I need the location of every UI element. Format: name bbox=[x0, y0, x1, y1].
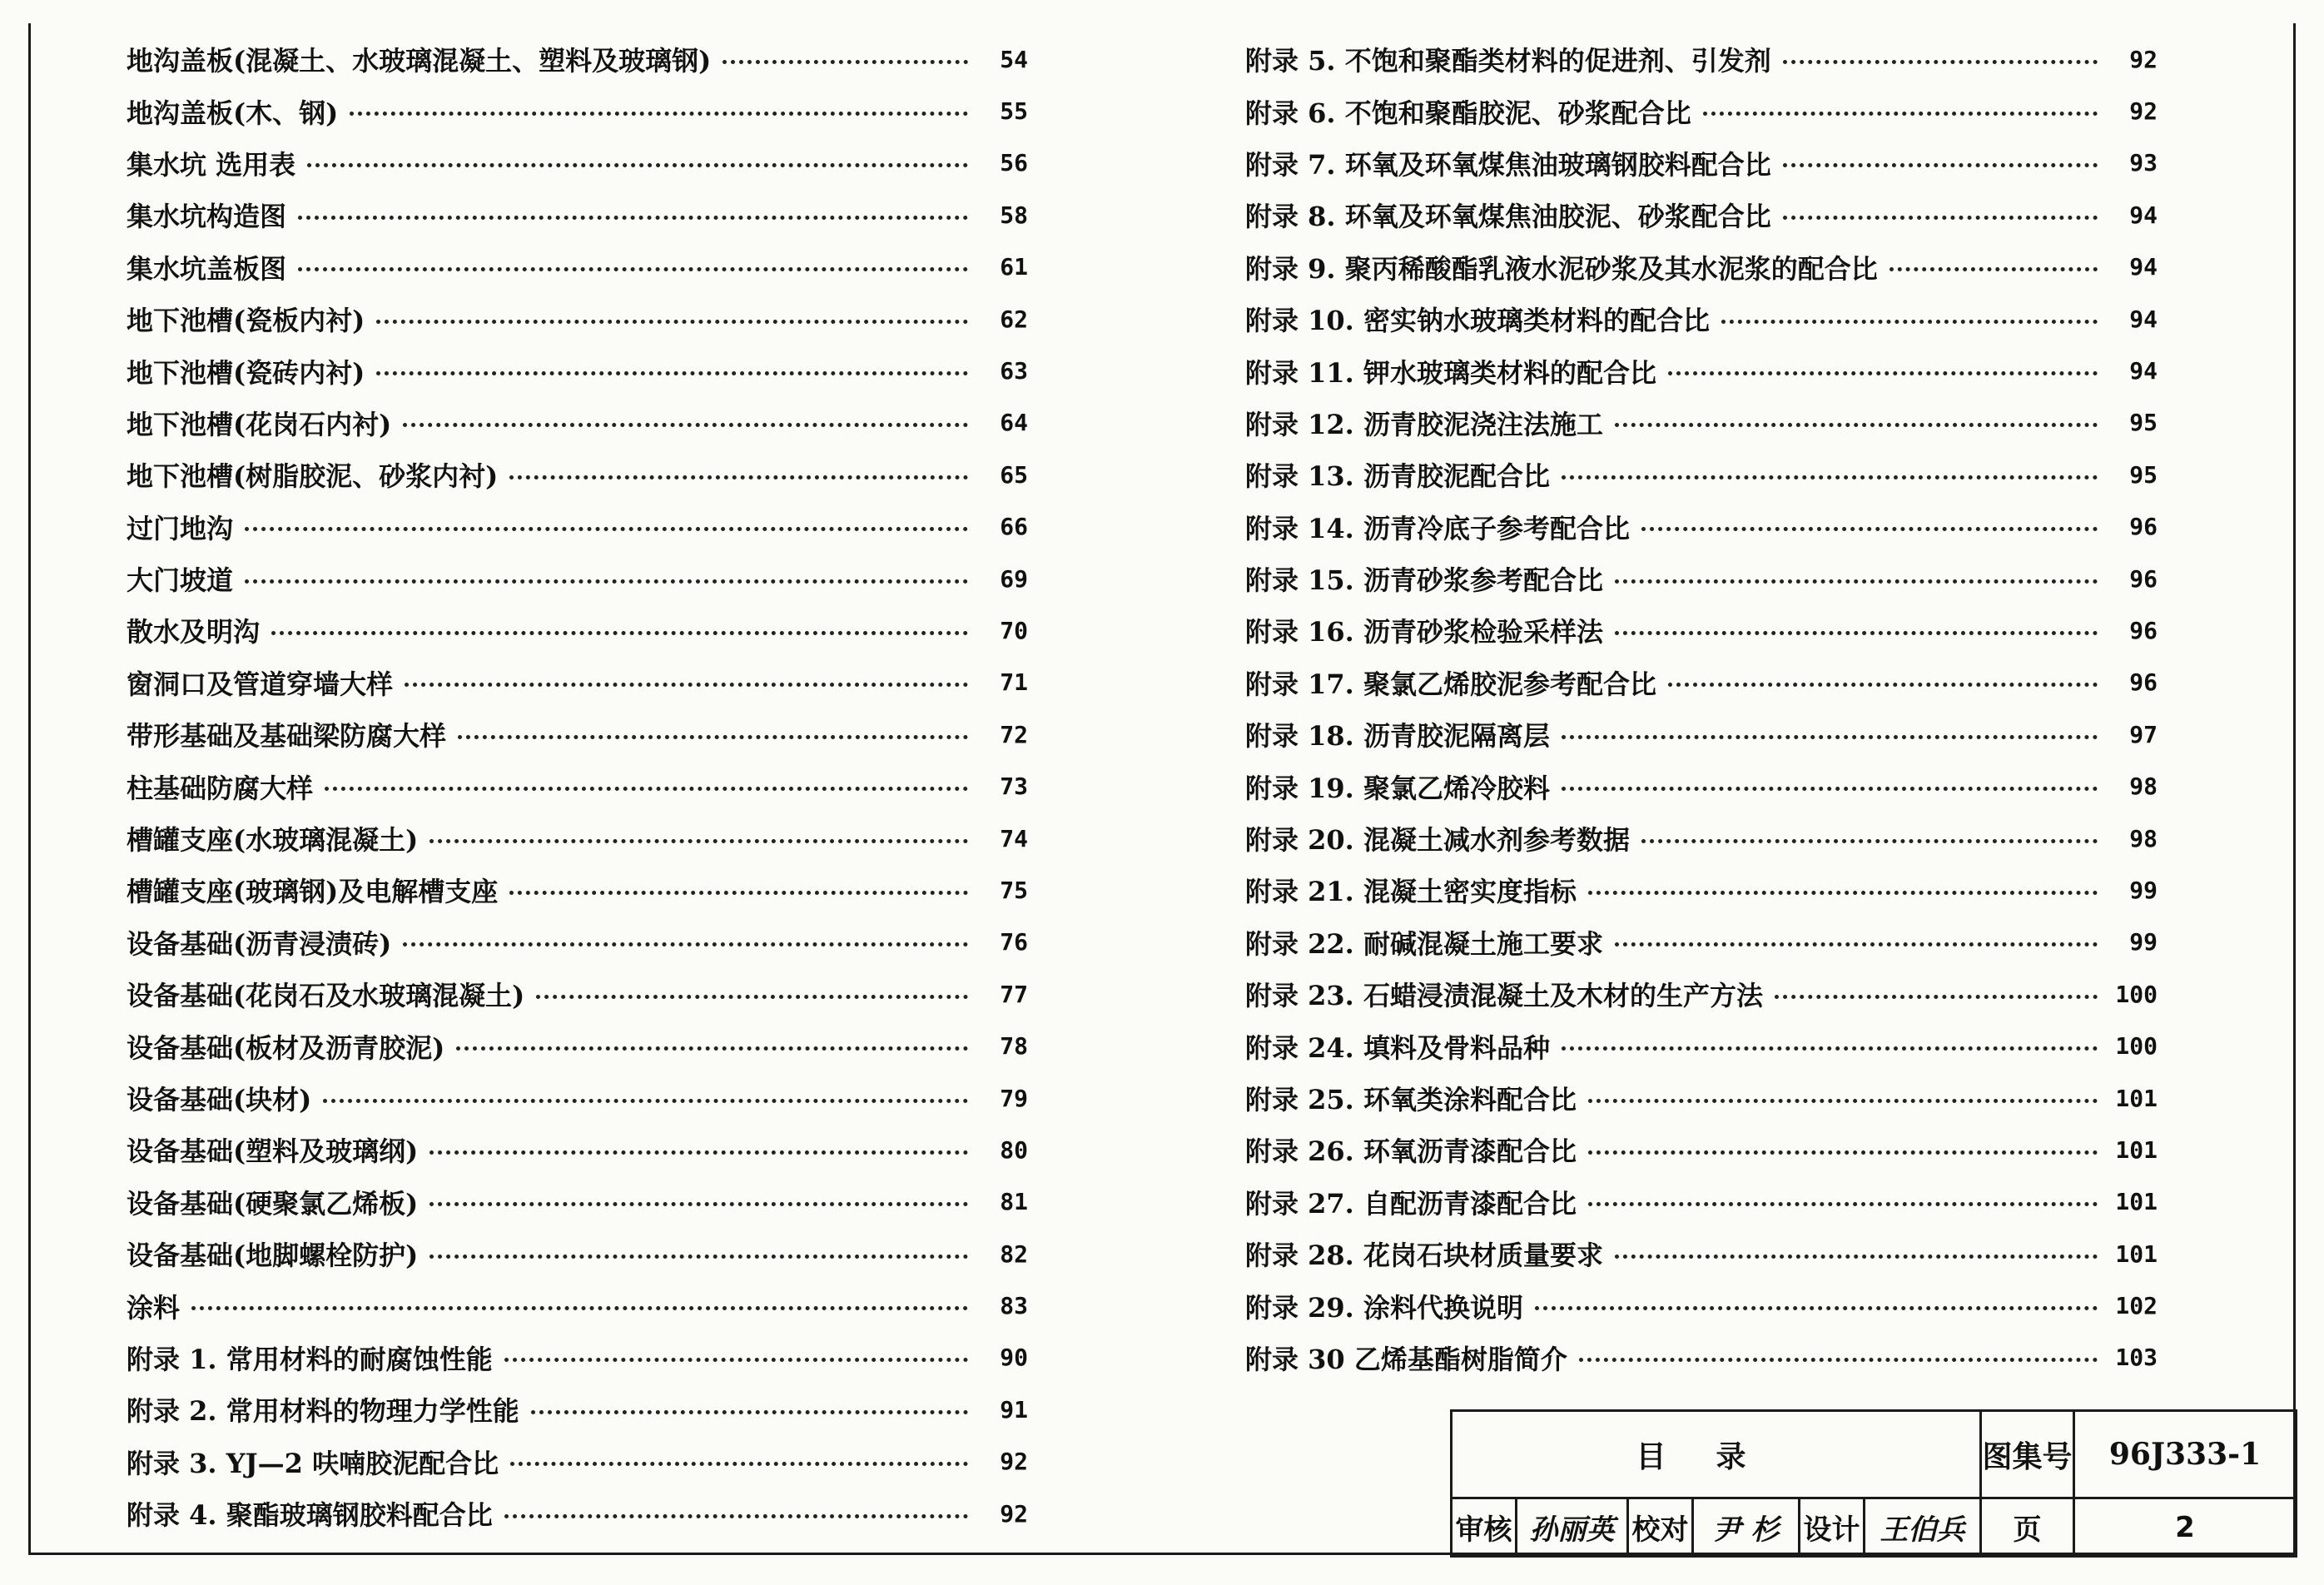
dot-leader bbox=[1641, 839, 2098, 843]
toc-entry[interactable] bbox=[127, 1436, 1028, 1488]
toc-entry-page: 83 bbox=[1000, 1292, 1028, 1320]
toc-entry-page: 63 bbox=[1000, 357, 1028, 385]
toc-entry-title: 附录 19. 聚氯乙烯冷胶料 bbox=[1245, 772, 1550, 804]
dot-leader bbox=[403, 942, 968, 947]
toc-entry-title: 附录 24. 填料及骨料品种 bbox=[1245, 1031, 1550, 1064]
dot-leader bbox=[1588, 1099, 2098, 1103]
dot-leader bbox=[298, 216, 968, 220]
dot-leader bbox=[1783, 163, 2098, 167]
dot-leader bbox=[430, 839, 968, 843]
dot-leader bbox=[430, 1255, 968, 1259]
toc-entry-title: 地沟盖板(混凝土、水玻璃混凝土、塑料及玻璃钢) bbox=[127, 45, 712, 77]
dot-leader bbox=[430, 1202, 968, 1206]
toc-entry-title: 窗洞口及管道穿墙大样 bbox=[127, 668, 394, 700]
toc-entry[interactable] bbox=[127, 657, 1028, 708]
dot-leader bbox=[504, 1358, 968, 1362]
dot-leader bbox=[509, 891, 968, 895]
toc-entry-page: 77 bbox=[1000, 980, 1028, 1008]
toc-entry-page: 103 bbox=[2115, 1344, 2158, 1372]
dot-leader bbox=[325, 787, 968, 791]
dot-leader bbox=[1615, 579, 2098, 584]
dot-leader bbox=[1579, 1358, 2098, 1362]
toc-entry-title: 设备基础(花岗石及水玻璃混凝土) bbox=[127, 980, 525, 1012]
dot-leader bbox=[1615, 631, 2098, 635]
toc-entry[interactable] bbox=[1245, 1176, 2158, 1228]
toc-entry-page: 61 bbox=[1000, 253, 1028, 281]
toc-entry[interactable] bbox=[127, 293, 1028, 345]
toc-entry-page: 56 bbox=[1000, 149, 1028, 177]
toc-entry-page: 54 bbox=[1000, 45, 1028, 73]
toc-entry-title: 大门坡道 bbox=[127, 564, 234, 597]
toc-entry-title: 附录 6. 不饱和聚酯胶泥、砂浆配合比 bbox=[1245, 97, 1691, 129]
design-signature: 王伯兵 bbox=[1865, 1498, 1981, 1557]
toc-entry-page: 79 bbox=[1000, 1084, 1028, 1112]
toc-entry[interactable] bbox=[1245, 241, 2158, 293]
toc-entry[interactable] bbox=[1245, 345, 2158, 396]
design-label: 设计 bbox=[1800, 1498, 1865, 1557]
toc-entry[interactable] bbox=[1245, 657, 2158, 708]
dot-leader bbox=[1721, 320, 2098, 324]
toc-entry-title: 集水坑构造图 bbox=[127, 201, 287, 233]
toc-entry-title: 附录 7. 环氧及环氧煤焦油玻璃钢胶料配合比 bbox=[1245, 148, 1771, 181]
toc-entry[interactable] bbox=[1245, 708, 2158, 760]
dot-leader bbox=[271, 631, 968, 635]
toc-entry[interactable] bbox=[1245, 1332, 2158, 1384]
toc-entry-page: 96 bbox=[2129, 616, 2158, 644]
toc-entry[interactable] bbox=[127, 397, 1028, 449]
toc-entry-title: 附录 15. 沥青砂浆参考配合比 bbox=[1245, 564, 1603, 597]
toc-entry-title: 附录 22. 耐碱混凝土施工要求 bbox=[1245, 927, 1603, 960]
dot-leader bbox=[536, 995, 968, 999]
toc-entry[interactable] bbox=[1245, 1020, 2158, 1071]
toc-left-column bbox=[127, 33, 1028, 1539]
dot-leader bbox=[245, 527, 968, 531]
toc-entry-title: 附录 4. 聚酯玻璃钢胶料配合比 bbox=[127, 1499, 493, 1532]
toc-entry[interactable] bbox=[127, 553, 1028, 604]
toc-entry-page: 100 bbox=[2115, 1032, 2158, 1061]
toc-entry-page: 64 bbox=[1000, 409, 1028, 437]
toc-entry-title: 附录 10. 密实钠水玻璃类材料的配合比 bbox=[1245, 305, 1710, 337]
check-label: 校对 bbox=[1628, 1498, 1693, 1557]
drawing-title: 目录 bbox=[1452, 1411, 1981, 1498]
toc-entry-title: 地下池槽(树脂胶泥、砂浆内衬) bbox=[127, 460, 499, 493]
toc-entry-page: 69 bbox=[1000, 564, 1028, 593]
toc-entry-title: 地下池槽(花岗石内衬) bbox=[127, 408, 392, 440]
toc-entry[interactable] bbox=[127, 241, 1028, 293]
toc-entry-page: 96 bbox=[2129, 668, 2158, 697]
dot-leader bbox=[245, 579, 968, 584]
dot-leader bbox=[1535, 1306, 2098, 1310]
toc-entry-page: 72 bbox=[1000, 720, 1028, 748]
toc-right-column bbox=[1245, 33, 2158, 1384]
toc-entry-page: 100 bbox=[2115, 980, 2158, 1008]
title-block bbox=[1450, 1409, 2297, 1558]
dot-leader bbox=[1668, 683, 2098, 687]
dot-leader bbox=[1615, 942, 2098, 947]
toc-entry[interactable] bbox=[1245, 137, 2158, 189]
toc-entry-page: 55 bbox=[1000, 97, 1028, 126]
dot-leader bbox=[323, 1099, 968, 1103]
toc-entry-title: 附录 25. 环氧类涂料配合比 bbox=[1245, 1084, 1577, 1115]
toc-entry-page: 82 bbox=[1000, 1240, 1028, 1268]
toc-entry-title: 附录 29. 涂料代换说明 bbox=[1245, 1291, 1523, 1324]
toc-entry-title: 附录 2. 常用材料的物理力学性能 bbox=[127, 1395, 519, 1428]
toc-entry[interactable] bbox=[127, 812, 1028, 864]
toc-entry-title: 集水坑 选用表 bbox=[127, 148, 296, 181]
toc-entry[interactable] bbox=[127, 501, 1028, 553]
toc-entry[interactable] bbox=[127, 1124, 1028, 1175]
dot-leader bbox=[1615, 423, 2098, 427]
dot-leader bbox=[1889, 267, 2098, 271]
dot-leader bbox=[307, 163, 968, 167]
toc-entry-page: 96 bbox=[2129, 564, 2158, 593]
toc-entry[interactable] bbox=[127, 345, 1028, 396]
toc-entry-page: 101 bbox=[2115, 1135, 2158, 1164]
toc-entry-title: 附录 11. 钾水玻璃类材料的配合比 bbox=[1245, 356, 1656, 389]
dot-leader bbox=[298, 267, 968, 271]
dot-leader bbox=[350, 112, 968, 116]
toc-entry-page: 94 bbox=[2129, 201, 2158, 229]
toc-entry[interactable] bbox=[127, 760, 1028, 812]
toc-entry-title: 附录 30 乙烯基酯树脂简介 bbox=[1245, 1343, 1567, 1375]
toc-entry-title: 附录 26. 环氧沥青漆配合比 bbox=[1245, 1135, 1577, 1168]
toc-entry[interactable] bbox=[1245, 501, 2158, 553]
dot-leader bbox=[1562, 787, 2098, 791]
toc-entry[interactable] bbox=[1245, 1124, 2158, 1175]
toc-entry-page: 92 bbox=[1000, 1499, 1028, 1528]
toc-entry-page: 66 bbox=[1000, 513, 1028, 541]
toc-entry[interactable] bbox=[127, 33, 1028, 85]
toc-entry-title: 设备基础(块材) bbox=[127, 1084, 312, 1115]
toc-entry[interactable] bbox=[1245, 604, 2158, 656]
toc-entry-page: 95 bbox=[2129, 460, 2158, 489]
toc-entry[interactable] bbox=[127, 1176, 1028, 1228]
atlas-number: 96J333-1 bbox=[2074, 1411, 2297, 1498]
toc-entry-title: 附录 5. 不饱和聚酯类材料的促进剂、引发剂 bbox=[1245, 45, 1771, 77]
toc-entry[interactable] bbox=[127, 1072, 1028, 1124]
toc-entry-page: 58 bbox=[1000, 201, 1028, 229]
toc-entry[interactable] bbox=[127, 1384, 1028, 1435]
toc-entry[interactable] bbox=[127, 1279, 1028, 1331]
toc-entry-title: 散水及明沟 bbox=[127, 616, 261, 648]
dot-leader bbox=[1588, 1150, 2098, 1155]
toc-entry-title: 涂料 bbox=[127, 1291, 181, 1324]
toc-entry-page: 65 bbox=[1000, 460, 1028, 489]
dot-leader bbox=[723, 60, 968, 64]
toc-entry[interactable] bbox=[127, 449, 1028, 500]
page-number: 2 bbox=[2074, 1498, 2297, 1557]
toc-entry[interactable] bbox=[1245, 812, 2158, 864]
toc-entry[interactable] bbox=[1245, 397, 2158, 449]
toc-entry[interactable] bbox=[1245, 293, 2158, 345]
toc-entry[interactable] bbox=[127, 1332, 1028, 1384]
toc-entry-title: 附录 28. 花岗石块材质量要求 bbox=[1245, 1240, 1603, 1272]
toc-entry[interactable] bbox=[1245, 189, 2158, 241]
toc-entry-title: 附录 18. 沥青胶泥隔离层 bbox=[1245, 720, 1550, 753]
dot-leader bbox=[1562, 735, 2098, 739]
toc-entry-title: 槽罐支座(水玻璃混凝土) bbox=[127, 824, 419, 857]
atlas-label: 图集号 bbox=[1981, 1411, 2074, 1498]
dot-leader bbox=[509, 475, 968, 479]
toc-entry[interactable] bbox=[127, 1228, 1028, 1279]
dot-leader bbox=[1783, 216, 2098, 220]
toc-entry-page: 96 bbox=[2129, 513, 2158, 541]
toc-entry-title: 附录 12. 沥青胶泥浇注法施工 bbox=[1245, 408, 1603, 440]
toc-entry[interactable] bbox=[127, 864, 1028, 916]
toc-entry-title: 附录 21. 混凝土密实度指标 bbox=[1245, 876, 1577, 908]
dot-leader bbox=[1562, 1046, 2098, 1051]
toc-entry-title: 附录 1. 常用材料的耐腐蚀性能 bbox=[127, 1343, 493, 1375]
toc-entry-title: 柱基础防腐大样 bbox=[127, 772, 314, 804]
toc-entry[interactable] bbox=[127, 137, 1028, 189]
dot-leader bbox=[510, 1462, 968, 1466]
toc-entry-page: 102 bbox=[2115, 1292, 2158, 1320]
toc-entry[interactable] bbox=[127, 1020, 1028, 1071]
toc-entry-page: 92 bbox=[2129, 97, 2158, 126]
toc-entry-page: 98 bbox=[2129, 773, 2158, 801]
toc-entry[interactable] bbox=[127, 708, 1028, 760]
toc-entry-page: 97 bbox=[2129, 720, 2158, 748]
toc-entry-page: 75 bbox=[1000, 876, 1028, 904]
dot-leader bbox=[405, 683, 968, 687]
toc-entry[interactable] bbox=[127, 604, 1028, 656]
toc-entry-page: 62 bbox=[1000, 305, 1028, 333]
toc-entry[interactable] bbox=[127, 85, 1028, 137]
toc-entry-title: 附录 27. 自配沥青漆配合比 bbox=[1245, 1187, 1577, 1220]
review-label: 审核 bbox=[1452, 1498, 1517, 1557]
toc-entry[interactable] bbox=[127, 1488, 1028, 1539]
toc-entry-title: 附录 20. 混凝土减水剂参考数据 bbox=[1245, 824, 1630, 857]
toc-entry-title: 地下池槽(瓷砖内衬) bbox=[127, 356, 365, 389]
toc-entry-page: 90 bbox=[1000, 1344, 1028, 1372]
toc-entry-page: 92 bbox=[1000, 1448, 1028, 1476]
toc-entry[interactable] bbox=[1245, 1228, 2158, 1279]
toc-entry-title: 设备基础(板材及沥青胶泥) bbox=[127, 1031, 445, 1064]
toc-entry-title: 附录 16. 沥青砂浆检验采样法 bbox=[1245, 616, 1603, 648]
review-signature: 孙丽英 bbox=[1517, 1498, 1628, 1557]
toc-entry-page: 92 bbox=[2129, 45, 2158, 73]
toc-entry-page: 91 bbox=[1000, 1395, 1028, 1424]
toc-entry-page: 99 bbox=[2129, 876, 2158, 904]
dot-leader bbox=[430, 1150, 968, 1155]
toc-entry-title: 槽罐支座(玻璃钢)及电解槽支座 bbox=[127, 876, 499, 908]
dot-leader bbox=[1588, 891, 2098, 895]
dot-leader bbox=[1775, 995, 2098, 999]
toc-entry-title: 附录 9. 聚丙稀酸酯乳液水泥砂浆及其水泥浆的配合比 bbox=[1245, 252, 1878, 285]
dot-leader bbox=[376, 371, 968, 375]
dot-leader bbox=[531, 1410, 968, 1414]
dot-leader bbox=[456, 1046, 968, 1051]
dot-leader bbox=[1588, 1202, 2098, 1206]
toc-entry-title: 附录 3. YJ—2 呋喃胶泥配合比 bbox=[127, 1447, 499, 1479]
toc-entry-page: 101 bbox=[2115, 1188, 2158, 1216]
dot-leader bbox=[403, 423, 968, 427]
dot-leader bbox=[504, 1514, 968, 1518]
toc-entry-page: 80 bbox=[1000, 1135, 1028, 1164]
toc-entry-page: 98 bbox=[2129, 824, 2158, 852]
toc-entry[interactable] bbox=[127, 968, 1028, 1020]
toc-entry-title: 附录 17. 聚氯乙烯胶泥参考配合比 bbox=[1245, 668, 1656, 700]
toc-entry-title: 过门地沟 bbox=[127, 512, 234, 544]
dot-leader bbox=[1668, 371, 2098, 375]
dot-leader bbox=[458, 735, 968, 739]
toc-entry-page: 94 bbox=[2129, 253, 2158, 281]
toc-entry-title: 附录 23. 石蜡浸渍混凝土及木材的生产方法 bbox=[1245, 980, 1763, 1012]
toc-entry-page: 94 bbox=[2129, 305, 2158, 333]
dot-leader bbox=[1615, 1255, 2098, 1259]
toc-entry[interactable] bbox=[1245, 33, 2158, 85]
toc-entry-page: 93 bbox=[2129, 149, 2158, 177]
toc-entry[interactable] bbox=[127, 189, 1028, 241]
toc-entry-title: 附录 13. 沥青胶泥配合比 bbox=[1245, 460, 1550, 493]
toc-entry[interactable] bbox=[127, 917, 1028, 968]
toc-entry-page: 73 bbox=[1000, 773, 1028, 801]
toc-entry[interactable] bbox=[1245, 449, 2158, 500]
toc-entry[interactable] bbox=[1245, 1279, 2158, 1331]
toc-entry-page: 74 bbox=[1000, 824, 1028, 852]
toc-entry-page: 70 bbox=[1000, 616, 1028, 644]
toc-entry-title: 带形基础及基础梁防腐大样 bbox=[127, 720, 447, 753]
toc-entry-title: 设备基础(硬聚氯乙烯板) bbox=[127, 1187, 419, 1220]
toc-entry[interactable] bbox=[1245, 1072, 2158, 1124]
toc-entry[interactable] bbox=[1245, 864, 2158, 916]
toc-entry-page: 94 bbox=[2129, 357, 2158, 385]
toc-entry[interactable] bbox=[1245, 917, 2158, 968]
toc-entry-title: 设备基础(沥青浸渍砖) bbox=[127, 927, 392, 960]
toc-entry-title: 地下池槽(瓷板内衬) bbox=[127, 305, 365, 337]
toc-entry-title: 附录 14. 沥青冷底子参考配合比 bbox=[1245, 512, 1630, 544]
dot-leader bbox=[191, 1306, 968, 1310]
toc-entry-page: 76 bbox=[1000, 928, 1028, 956]
dot-leader bbox=[376, 320, 968, 324]
toc-entry-page: 71 bbox=[1000, 668, 1028, 697]
toc-entry-page: 95 bbox=[2129, 409, 2158, 437]
toc-entry-title: 附录 8. 环氧及环氧煤焦油胶泥、砂浆配合比 bbox=[1245, 201, 1771, 233]
toc-entry-page: 101 bbox=[2115, 1084, 2158, 1112]
dot-leader bbox=[1703, 112, 2098, 116]
dot-leader bbox=[1641, 527, 2098, 531]
toc-entry[interactable] bbox=[1245, 968, 2158, 1020]
toc-entry-page: 78 bbox=[1000, 1032, 1028, 1061]
toc-entry-title: 设备基础(塑料及玻璃纲) bbox=[127, 1135, 419, 1168]
toc-entry-page: 101 bbox=[2115, 1240, 2158, 1268]
toc-entry[interactable] bbox=[1245, 85, 2158, 137]
toc-entry[interactable] bbox=[1245, 760, 2158, 812]
page-label: 页 bbox=[1981, 1498, 2074, 1557]
check-signature: 尹 杉 bbox=[1693, 1498, 1800, 1557]
dot-leader bbox=[1783, 60, 2098, 64]
toc-entry-page: 99 bbox=[2129, 928, 2158, 956]
toc-entry-title: 地沟盖板(木、钢) bbox=[127, 97, 339, 129]
dot-leader bbox=[1562, 475, 2098, 479]
toc-entry-title: 集水坑盖板图 bbox=[127, 252, 287, 285]
toc-entry[interactable] bbox=[1245, 553, 2158, 604]
toc-entry-page: 81 bbox=[1000, 1188, 1028, 1216]
toc-entry-title: 设备基础(地脚螺栓防护) bbox=[127, 1240, 419, 1272]
